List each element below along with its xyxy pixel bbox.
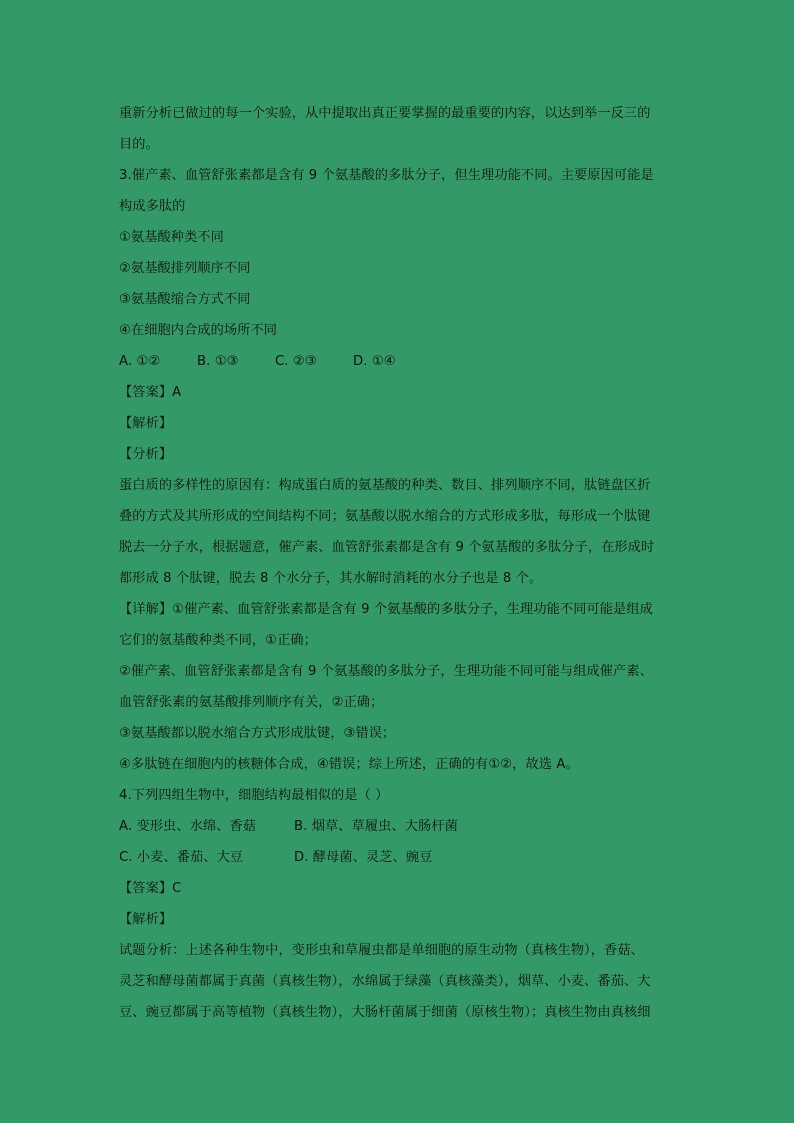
- question-3-stem: 3.催产素、血管舒张素都是含有 9 个氨基酸的多肽分子，但生理功能不同。主要原因可能是: [119, 168, 654, 183]
- question-4-stem: 4.下列四组生物中，细胞结构最相似的是（ ）: [119, 788, 389, 803]
- question-3-item: ③氨基酸缩合方式不同: [119, 292, 251, 307]
- option-c: C. ②③: [275, 354, 317, 369]
- question-4-options-row: [119, 811, 679, 842]
- option-a: A. ①②: [119, 354, 161, 369]
- option-b: B. ①③: [197, 354, 239, 369]
- xiangjie-line: ③氨基酸都以脱水缩合方式形成肽键，③错误；: [119, 726, 396, 741]
- option-d: D. ①④: [353, 354, 396, 369]
- xiangjie-line: ②催产素、血管舒张素都是含有 9 个氨基酸的多肽分子，生理功能不同可能与组成催产素、: [119, 664, 653, 679]
- option-c: C. 小麦、番茄、大豆: [119, 850, 244, 865]
- question-3-options: [119, 346, 679, 377]
- analysis-line: 豆、豌豆都属于高等植物（真核生物），大肠杆菌属于细菌（原核生物）；真核生物由真核细: [119, 1005, 651, 1020]
- xiangjie-line: ④多肽链在细胞内的核糖体合成，④错误；综上所述，正确的有①②，故选 A。: [119, 757, 579, 772]
- question-3-item: ④在细胞内合成的场所不同: [119, 323, 278, 338]
- xiangjie-line: 【详解】①催产素、血管舒张素都是含有 9 个氨基酸的多肽分子，生理功能不同可能是组成: [119, 602, 653, 617]
- fenxi-line: 蛋白质的多样性的原因有：构成蛋白质的氨基酸的种类、数目、排列顺序不同，肽链盘区折: [119, 478, 651, 493]
- intro-line: 目的。: [119, 137, 159, 152]
- option-b: B. 烟草、草履虫、大肠杆菌: [294, 819, 458, 834]
- answer-label: 【答案】C: [119, 881, 182, 896]
- intro-line: 重新分析已做过的每一个实验，从中提取出真正要掌握的最重要的内容，以达到举一反三的: [119, 106, 651, 121]
- document-page: [119, 98, 679, 1028]
- xiangjie-line: 血管舒张素的氨基酸排列顺序有关，②正确；: [119, 695, 384, 710]
- option-a: A. 变形虫、水绵、香菇: [119, 819, 257, 834]
- answer-label: 【答案】A: [119, 385, 182, 400]
- fenxi-line: 都形成 8 个肽键，脱去 8 个水分子，其水解时消耗的水分子也是 8 个。: [119, 571, 543, 586]
- option-d: D. 酵母菌、灵芝、豌豆: [294, 850, 433, 865]
- question-4-options-row: [119, 842, 679, 873]
- question-3-stem-continued: 构成多肽的: [119, 199, 186, 214]
- fenxi-heading: 【分析】: [119, 447, 173, 462]
- fenxi-line: 脱去一分子水，根据题意，催产素、血管舒张素都是含有 9 个氨基酸的多肽分子，在形成时: [119, 540, 655, 555]
- question-3-item: ②氨基酸排列顺序不同: [119, 261, 251, 276]
- analysis-line: 灵芝和酵母菌都属于真菌（真核生物），水绵属于绿藻（真核藻类），烟草、小麦、番茄、大: [119, 974, 651, 989]
- fenxi-line: 叠的方式及其所形成的空间结构不同；氨基酸以脱水缩合的方式形成多肽，每形成一个肽键: [119, 509, 651, 524]
- question-3-item: ①氨基酸种类不同: [119, 230, 224, 245]
- analysis-heading: 【解析】: [119, 912, 173, 927]
- xiangjie-line: 它们的氨基酸种类不同，①正确；: [119, 633, 317, 648]
- analysis-heading: 【解析】: [119, 416, 173, 431]
- analysis-line: 试题分析：上述各种生物中，变形虫和草履虫都是单细胞的原生动物（真核生物），香菇、: [119, 943, 644, 958]
